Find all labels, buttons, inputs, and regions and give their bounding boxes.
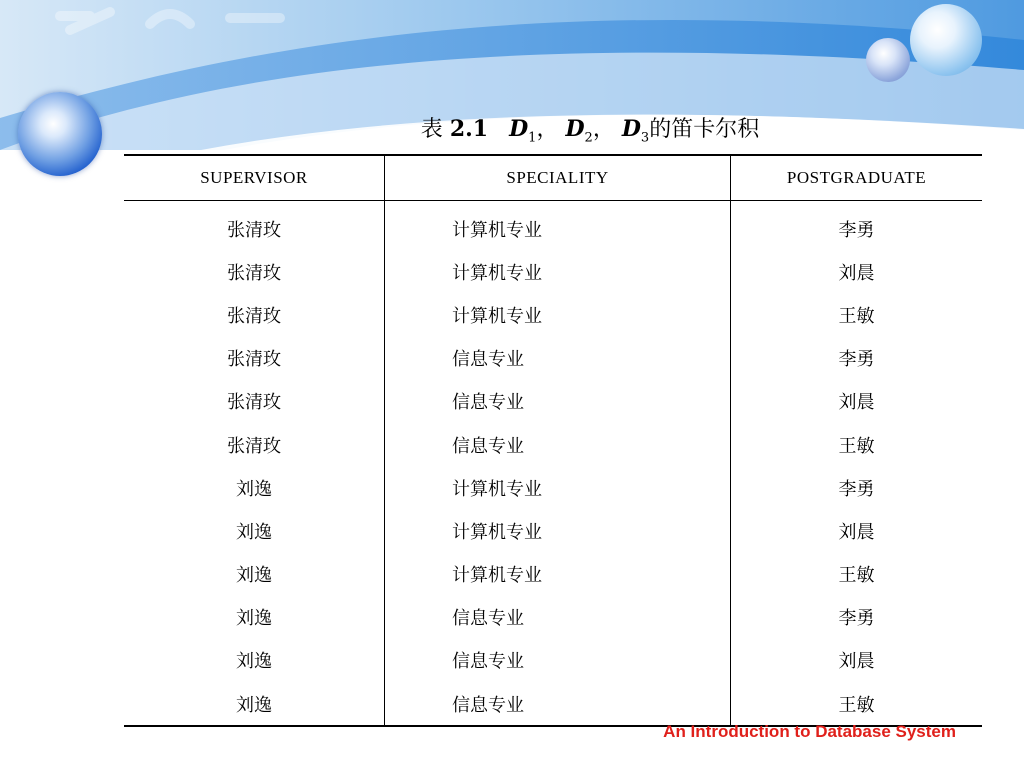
cell-speciality: 信息专业 bbox=[385, 682, 731, 726]
cell-supervisor: 刘逸 bbox=[124, 466, 385, 509]
cell-supervisor: 刘逸 bbox=[124, 509, 385, 552]
cell-postgraduate: 王敏 bbox=[838, 694, 875, 716]
caption-suffix: 的笛卡尔积 bbox=[649, 117, 760, 142]
column-header-speciality: SPECIALITY bbox=[385, 155, 731, 201]
table-body bbox=[124, 201, 982, 727]
caption-var-1: $D_1$ bbox=[509, 116, 537, 146]
column-header-supervisor: SUPERVISOR bbox=[124, 155, 385, 201]
table-row bbox=[124, 466, 982, 509]
table-row bbox=[124, 553, 982, 596]
table-row bbox=[124, 682, 982, 726]
cartesian-product-table bbox=[124, 154, 982, 727]
cell-supervisor: 张清玫 bbox=[124, 293, 385, 336]
cell-postgraduate: 李勇 bbox=[838, 349, 875, 371]
cell-supervisor: 张清玫 bbox=[124, 380, 385, 423]
cell-postgraduate: 王敏 bbox=[838, 565, 875, 587]
caption-var-2: $D_2$ bbox=[565, 116, 593, 146]
caption-number: 2.1 bbox=[449, 116, 489, 142]
table-header-row bbox=[124, 155, 982, 201]
caption-label: 表 bbox=[420, 117, 443, 142]
cell-speciality: 计算机专业 bbox=[385, 250, 731, 293]
cell-postgraduate: 刘晨 bbox=[838, 651, 875, 673]
cell-postgraduate: 王敏 bbox=[838, 435, 875, 457]
cell-supervisor: 刘逸 bbox=[124, 639, 385, 682]
caption-var-3: $D_3$ bbox=[621, 116, 650, 146]
table-row bbox=[124, 380, 982, 423]
cell-postgraduate: 李勇 bbox=[838, 219, 875, 241]
cell-speciality: 计算机专业 bbox=[385, 466, 731, 509]
table-row bbox=[124, 337, 982, 380]
footer-course-title: An Introduction to Database System bbox=[663, 722, 956, 741]
cell-speciality: 信息专业 bbox=[385, 380, 731, 423]
cell-speciality: 信息专业 bbox=[385, 337, 731, 380]
cell-postgraduate: 刘晨 bbox=[838, 521, 875, 543]
cell-speciality: 信息专业 bbox=[385, 639, 731, 682]
cell-supervisor: 张清玫 bbox=[124, 423, 385, 466]
cell-supervisor: 张清玫 bbox=[124, 250, 385, 293]
cell-speciality: 计算机专业 bbox=[385, 201, 731, 251]
decorative-orb-small bbox=[866, 38, 910, 82]
table-row bbox=[124, 639, 982, 682]
cell-supervisor: 刘逸 bbox=[124, 553, 385, 596]
table-row bbox=[124, 250, 982, 293]
cell-postgraduate: 李勇 bbox=[838, 608, 875, 630]
decorative-orb-right bbox=[910, 4, 982, 76]
cell-postgraduate: 王敏 bbox=[838, 305, 875, 327]
cell-postgraduate: 刘晨 bbox=[838, 262, 875, 284]
cell-speciality: 信息专业 bbox=[385, 596, 731, 639]
cell-speciality: 计算机专业 bbox=[385, 293, 731, 336]
cell-supervisor: 张清玫 bbox=[124, 337, 385, 380]
table-row bbox=[124, 423, 982, 466]
cell-supervisor: 刘逸 bbox=[124, 682, 385, 726]
cell-speciality: 计算机专业 bbox=[385, 553, 731, 596]
cell-postgraduate: 李勇 bbox=[838, 478, 875, 500]
table-row bbox=[124, 596, 982, 639]
column-header-postgraduate: POSTGRADUATE bbox=[731, 155, 983, 201]
cell-supervisor: 刘逸 bbox=[124, 596, 385, 639]
cell-speciality: 计算机专业 bbox=[385, 509, 731, 552]
table-row bbox=[124, 509, 982, 552]
table-row bbox=[124, 293, 982, 336]
cell-speciality: 信息专业 bbox=[385, 423, 731, 466]
table-row bbox=[124, 201, 982, 251]
cell-postgraduate: 刘晨 bbox=[838, 392, 875, 414]
table-caption: 表 2.1 $D_1$， $D_2$， $D_3$的笛卡尔积 bbox=[420, 116, 760, 146]
cell-supervisor: 张清玫 bbox=[124, 201, 385, 251]
